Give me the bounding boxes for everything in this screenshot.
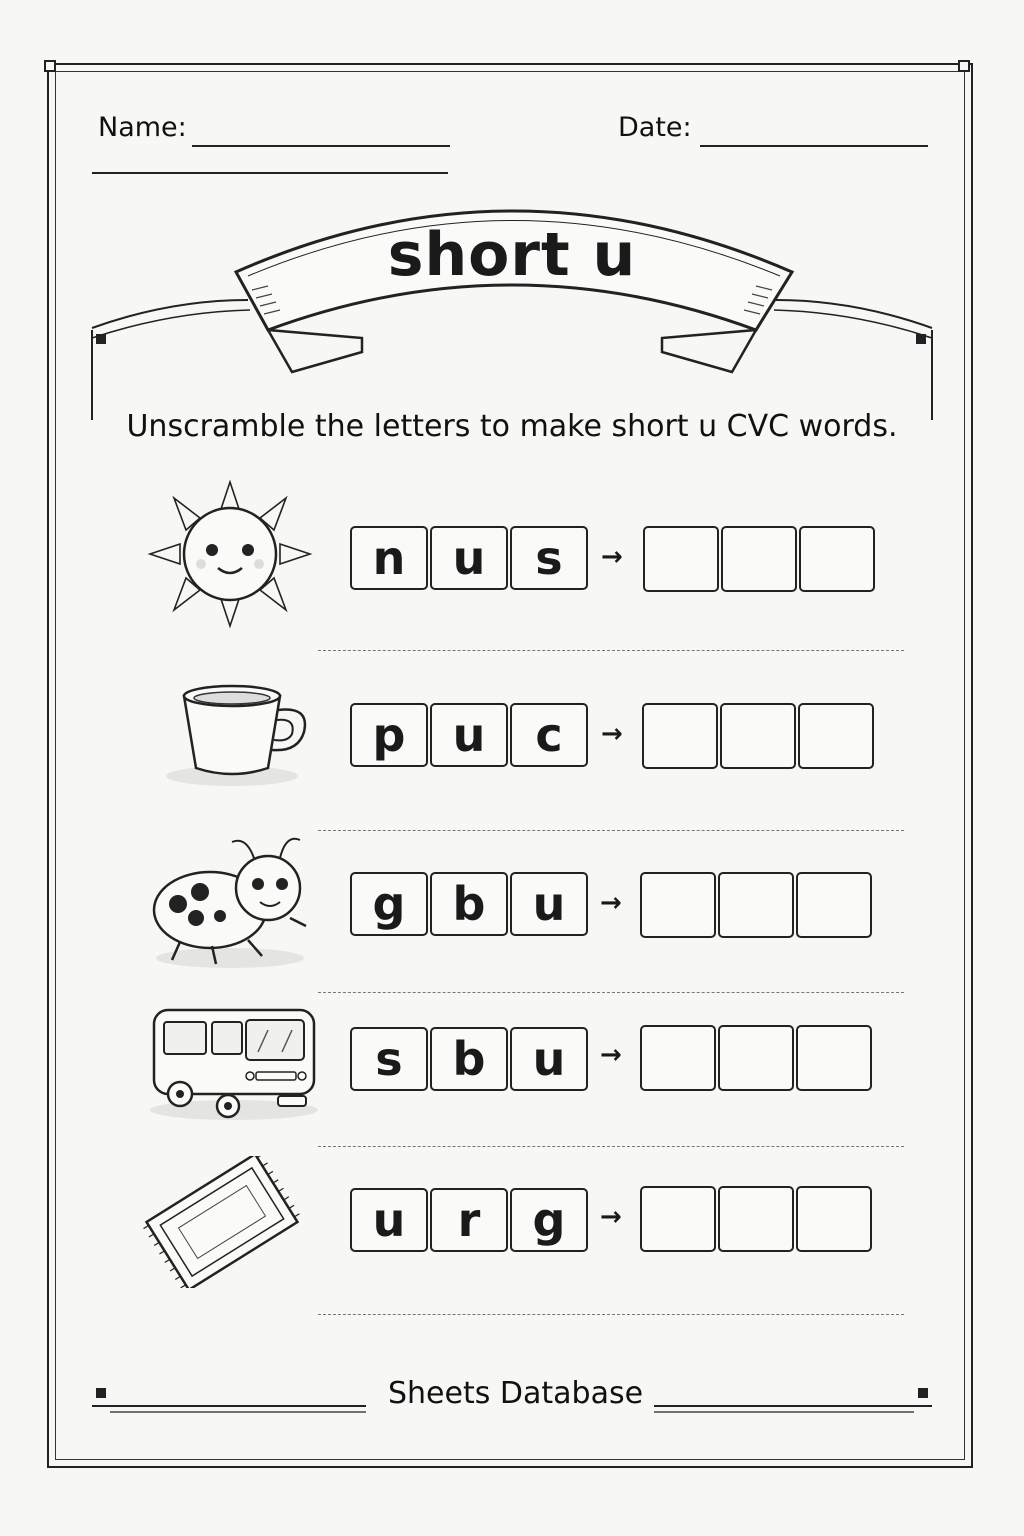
answer-box[interactable] <box>718 872 794 938</box>
rug-icon <box>132 1156 312 1288</box>
row-divider <box>318 992 904 993</box>
letter-tile: g <box>350 872 428 936</box>
scrambled-letters <box>350 1188 588 1252</box>
arrow-icon: → <box>601 542 623 572</box>
bus-icon <box>146 1002 320 1126</box>
letter-tile: c <box>510 703 588 767</box>
row-divider <box>318 830 904 831</box>
letter-tile: g <box>510 1188 588 1252</box>
cup-icon <box>164 680 314 792</box>
letter-tile: b <box>430 872 508 936</box>
letter-tile: u <box>430 526 508 590</box>
answer-box[interactable] <box>718 1186 794 1252</box>
answer-box[interactable] <box>721 526 797 592</box>
letter-tile: s <box>350 1027 428 1091</box>
answer-boxes <box>642 703 874 769</box>
answer-box[interactable] <box>640 1025 716 1091</box>
answer-boxes <box>640 872 872 938</box>
answer-boxes <box>640 1186 872 1252</box>
letter-tile: u <box>430 703 508 767</box>
name-label: Name: <box>98 112 187 143</box>
arrow-icon: → <box>601 719 623 749</box>
answer-boxes <box>643 526 875 592</box>
letter-tile: u <box>510 1027 588 1091</box>
letter-tile: u <box>510 872 588 936</box>
letter-tile: n <box>350 526 428 590</box>
row-divider <box>318 1146 904 1147</box>
letter-tile: s <box>510 526 588 590</box>
bug-icon <box>150 826 310 972</box>
instructions-text: Unscramble the letters to make short u CVC words. <box>126 409 898 444</box>
sun-icon <box>146 478 314 630</box>
answer-box[interactable] <box>799 526 875 592</box>
arrow-icon: → <box>600 888 622 918</box>
arrow-icon: → <box>600 1202 622 1232</box>
answer-box[interactable] <box>718 1025 794 1091</box>
letter-tile: r <box>430 1188 508 1252</box>
answer-box[interactable] <box>640 872 716 938</box>
banner-graphic <box>0 0 1024 420</box>
date-label: Date: <box>618 112 692 143</box>
answer-boxes <box>640 1025 872 1091</box>
worksheet-title: short u <box>387 220 637 290</box>
scrambled-letters <box>350 1027 588 1091</box>
scrambled-letters <box>350 703 588 767</box>
arrow-icon: → <box>600 1040 622 1070</box>
answer-box[interactable] <box>642 703 718 769</box>
letter-tile: b <box>430 1027 508 1091</box>
answer-box[interactable] <box>720 703 796 769</box>
answer-box[interactable] <box>796 872 872 938</box>
scrambled-letters <box>350 526 588 590</box>
letter-tile: u <box>350 1188 428 1252</box>
answer-box[interactable] <box>640 1186 716 1252</box>
letter-tile: p <box>350 703 428 767</box>
answer-box[interactable] <box>796 1025 872 1091</box>
footer-brand: Sheets Database <box>388 1376 644 1411</box>
answer-box[interactable] <box>796 1186 872 1252</box>
row-divider <box>318 650 904 651</box>
scrambled-letters <box>350 872 588 936</box>
answer-box[interactable] <box>643 526 719 592</box>
row-divider <box>318 1314 904 1315</box>
answer-box[interactable] <box>798 703 874 769</box>
